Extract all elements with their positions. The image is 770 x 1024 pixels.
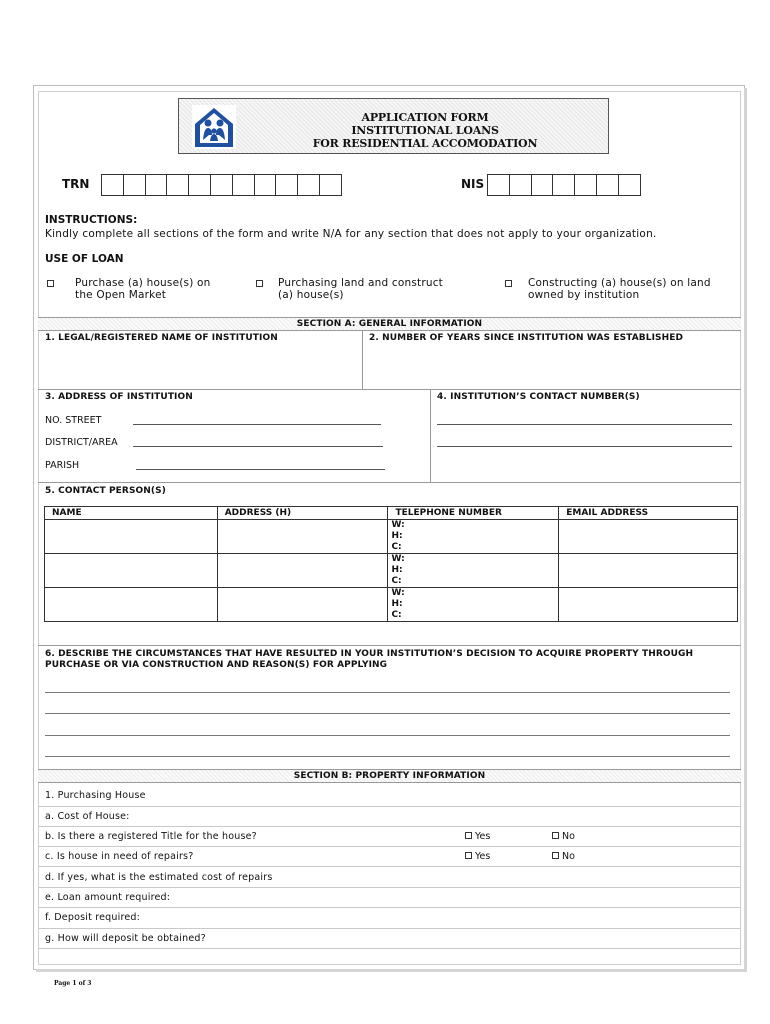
prop-item-cost: a. Cost of House: — [45, 811, 130, 822]
row-divider — [38, 928, 741, 929]
instructions-heading: INSTRUCTIONS: — [45, 214, 138, 226]
loan-option-purchase-checkbox[interactable] — [47, 280, 54, 287]
q6-answer-line-1[interactable] — [45, 692, 730, 693]
no-label: No — [562, 851, 575, 862]
address-street-label: NO. STREET — [45, 415, 102, 426]
q4-label: 4. INSTITUTION’S CONTACT NUMBER(S) — [437, 392, 640, 402]
checkbox-icon[interactable] — [465, 832, 472, 839]
q6-answer-line-3[interactable] — [45, 735, 730, 736]
prop-item-deposit: f. Deposit required: — [45, 912, 141, 923]
title-line-2: INSTITUTIONAL LOANS — [351, 124, 499, 137]
no-label: No — [562, 831, 575, 842]
nis-digit-box[interactable] — [509, 174, 532, 196]
col-email-header: EMAIL ADDRESS — [559, 507, 738, 520]
loan-option-construct-owned-line2: owned by institution — [528, 289, 640, 301]
phone-cell-label: C: — [391, 610, 402, 620]
nis-digit-box[interactable] — [574, 174, 597, 196]
repairs-no-option[interactable] — [552, 851, 575, 862]
prop-item-title: b. Is there a registered Title for the house? — [45, 831, 257, 842]
email-cell[interactable] — [559, 520, 738, 554]
trn-digit-box[interactable] — [232, 174, 255, 196]
trn-digit-box[interactable] — [210, 174, 233, 196]
nis-digit-box[interactable] — [531, 174, 554, 196]
col-address-header: ADDRESS (H) — [217, 507, 388, 520]
loan-option-construct-owned-line1: Constructing (a) house(s) on land — [528, 277, 711, 289]
title-line-3: FOR RESIDENTIAL ACCOMODATION — [312, 137, 538, 150]
row-divider — [38, 846, 741, 847]
title-no-option[interactable] — [552, 831, 575, 842]
nis-digit-box[interactable] — [487, 174, 510, 196]
q1-q2-divider — [362, 331, 363, 389]
address-cell[interactable] — [217, 588, 388, 622]
address-cell[interactable] — [217, 520, 388, 554]
trn-digit-box[interactable] — [254, 174, 277, 196]
contact-persons-table — [44, 506, 738, 622]
prop-item-repair-cost: d. If yes, what is the estimated cost of repairs — [45, 872, 273, 883]
trn-digit-box[interactable] — [145, 174, 168, 196]
phone-home-label: H: — [391, 531, 403, 541]
phone-work-label: W: — [391, 554, 405, 564]
loan-option-land-construct-line2: (a) house(s) — [278, 289, 344, 301]
address-district-field[interactable] — [133, 446, 383, 447]
table-row — [45, 520, 738, 554]
checkbox-icon[interactable] — [552, 852, 559, 859]
prop-item-loan-amount: e. Loan amount required: — [45, 892, 171, 903]
row-divider — [38, 866, 741, 867]
title-yes-option[interactable] — [465, 831, 490, 842]
telephone-cell[interactable] — [388, 554, 559, 588]
row-divider — [38, 806, 741, 807]
section-a-header: SECTION A: GENERAL INFORMATION — [38, 317, 741, 331]
row-divider — [38, 389, 741, 390]
loan-option-land-construct-checkbox[interactable] — [256, 280, 263, 287]
frame-shadow-right — [744, 88, 747, 972]
row-divider — [38, 907, 741, 908]
row-divider — [38, 826, 741, 827]
instructions-text: Kindly complete all sections of the form and write N/A for any section that does not apply to your organization. — [45, 228, 657, 240]
address-district-label: DISTRICT/AREA — [45, 437, 118, 448]
trn-digit-box[interactable] — [319, 174, 342, 196]
phone-home-label: H: — [391, 565, 403, 575]
phone-work-label: W: — [391, 520, 405, 530]
q3-q4-divider — [430, 389, 431, 482]
trn-label: TRN — [62, 177, 90, 191]
yes-label: Yes — [475, 831, 491, 842]
prop-item-deposit-source: g. How will deposit be obtained? — [45, 933, 206, 944]
prop-item-repairs: c. Is house in need of repairs? — [45, 851, 194, 862]
table-row — [45, 554, 738, 588]
phone-cell-label: C: — [391, 542, 402, 552]
yes-label: Yes — [475, 851, 491, 862]
house-family-logo-icon — [191, 104, 237, 150]
email-cell[interactable] — [559, 554, 738, 588]
col-name-header: NAME — [45, 507, 218, 520]
table-row — [45, 588, 738, 622]
nis-digit-box[interactable] — [618, 174, 641, 196]
contact-number-field-2[interactable] — [437, 446, 732, 447]
nis-digit-boxes[interactable] — [488, 174, 641, 196]
repairs-yes-option[interactable] — [465, 851, 490, 862]
trn-digit-box[interactable] — [188, 174, 211, 196]
address-parish-field[interactable] — [136, 469, 385, 470]
prop-item-purchasing-house: 1. Purchasing House — [45, 790, 146, 801]
phone-home-label: H: — [391, 599, 403, 609]
contact-number-field-1[interactable] — [437, 424, 732, 425]
q6-label-line1: 6. DESCRIBE THE CIRCUMSTANCES THAT HAVE RESULTED IN YOUR INSTITUTION’S DECISION TO ACQUIRE PROPERTY THROUGH — [45, 649, 694, 659]
name-cell[interactable] — [45, 554, 218, 588]
form-title — [240, 111, 610, 150]
q6-answer-line-4[interactable] — [45, 756, 730, 757]
nis-digit-box[interactable] — [552, 174, 575, 196]
q1-label: 1. LEGAL/REGISTERED NAME OF INSTITUTION — [45, 333, 278, 343]
address-parish-label: PARISH — [45, 460, 80, 471]
section-b-header: SECTION B: PROPERTY INFORMATION — [38, 769, 741, 783]
loan-option-purchase-line1: Purchase (a) house(s) on — [75, 277, 211, 289]
phone-work-label: W: — [391, 588, 405, 598]
trn-digit-boxes[interactable] — [102, 174, 342, 196]
trn-digit-box[interactable] — [166, 174, 189, 196]
nis-label: NIS — [461, 177, 485, 191]
frame-shadow-bottom — [36, 969, 747, 972]
q2-label: 2. NUMBER OF YEARS SINCE INSTITUTION WAS ESTABLISHED — [369, 333, 684, 343]
name-cell[interactable] — [45, 520, 218, 554]
telephone-cell[interactable] — [388, 588, 559, 622]
trn-digit-box[interactable] — [123, 174, 146, 196]
trn-digit-box[interactable] — [101, 174, 124, 196]
loan-option-construct-owned-checkbox[interactable] — [505, 280, 512, 287]
name-cell[interactable] — [45, 588, 218, 622]
loan-option-purchase-line2: the Open Market — [75, 289, 167, 301]
q5-label: 5. CONTACT PERSON(S) — [45, 486, 166, 496]
q6-answer-line-2[interactable] — [45, 713, 730, 714]
row-divider — [38, 948, 741, 949]
page-number: Page 1 of 3 — [54, 980, 92, 987]
nis-digit-box[interactable] — [596, 174, 619, 196]
title-line-1: APPLICATION FORM — [361, 111, 489, 124]
use-of-loan-heading: USE OF LOAN — [45, 253, 124, 265]
loan-option-land-construct-line1: Purchasing land and construct — [278, 277, 443, 289]
checkbox-icon[interactable] — [552, 832, 559, 839]
q3-label: 3. ADDRESS OF INSTITUTION — [45, 392, 193, 402]
row-divider — [38, 645, 741, 646]
col-telephone-header: TELEPHONE NUMBER — [388, 507, 559, 520]
address-street-field[interactable] — [133, 424, 381, 425]
row-divider — [38, 482, 741, 483]
email-cell[interactable] — [559, 588, 738, 622]
telephone-cell[interactable] — [388, 520, 559, 554]
q6-label-line2: PURCHASE OR VIA CONSTRUCTION AND REASON(S) FOR APPLYING — [45, 660, 388, 670]
trn-digit-box[interactable] — [297, 174, 320, 196]
checkbox-icon[interactable] — [465, 852, 472, 859]
phone-cell-label: C: — [391, 576, 402, 586]
trn-digit-box[interactable] — [275, 174, 298, 196]
address-cell[interactable] — [217, 554, 388, 588]
row-divider — [38, 887, 741, 888]
